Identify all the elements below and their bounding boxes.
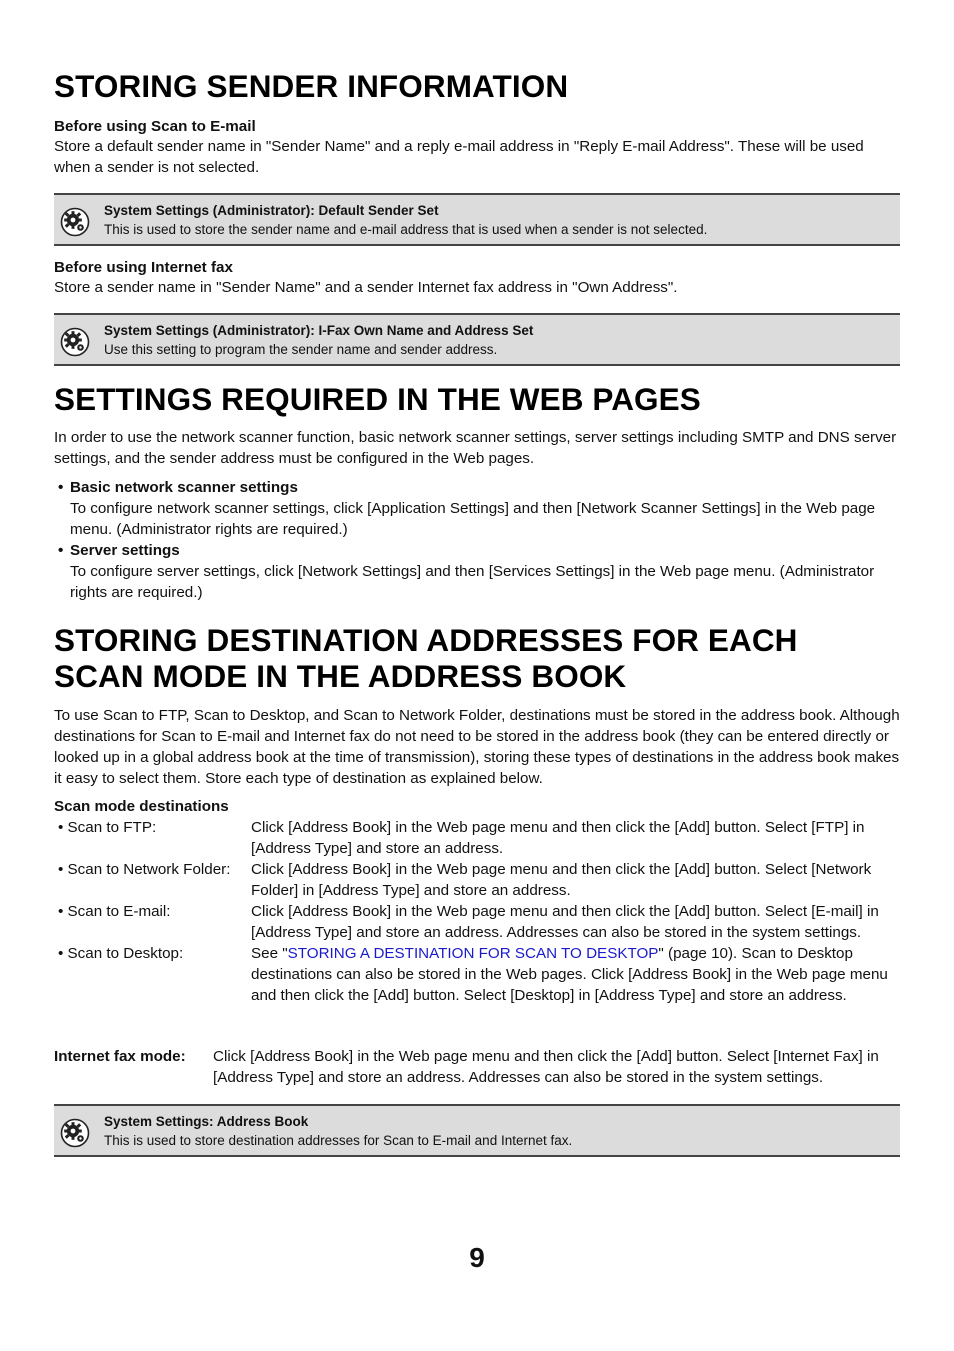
settings-box-description: This is used to store the sender name and e-mail address that is used when a sender is not selected. — [104, 222, 708, 237]
title-line: SCAN MODE IN THE ADDRESS BOOK — [54, 658, 627, 694]
list-item — [54, 540, 900, 603]
scan-email-text: Store a default sender name in "Sender Name" and a reply e-mail address in "Reply E-mail Address". These will be used when a sender is not selected. — [54, 138, 864, 176]
row-text: Click [Address Book] in the Web page menu and then click the [Add] button. Select [E-mail] in [Address Type] and store an address. Addresses can also be stored in the system settings. — [251, 903, 879, 941]
ifax-mode-label: Internet fax mode: — [54, 1048, 186, 1065]
section-title-address-book — [54, 622, 798, 694]
ifax-text: Store a sender name in "Sender Name" and a sender Internet fax address in "Own Address". — [54, 279, 678, 296]
section-title-storing-sender: STORING SENDER INFORMATION — [54, 68, 569, 104]
address-book-intro: To use Scan to FTP, Scan to Desktop, and Scan to Network Folder, destinations must be stored in the address book. Although destinations for Scan to E-mail and Internet fax do not need to be stored in the address book (they can be entered directly or looked up in a global address book at the time of transmission), storing these types of destinations in the address book makes it easy to select them. Store each type of destination as explained below. — [54, 707, 900, 787]
settings-box-title: System Settings (Administrator): I-Fax Own Name and Address Set — [104, 323, 534, 338]
row-label: • Scan to E-mail: — [58, 903, 171, 920]
list-item-label: • Server settings — [70, 540, 900, 561]
gear-icon — [60, 207, 90, 237]
scan-mode-table — [54, 817, 900, 1006]
settings-box-title: System Settings: Address Book — [104, 1114, 309, 1129]
list-item-label: • Basic network scanner settings — [70, 477, 900, 498]
web-settings-list — [54, 477, 900, 603]
table-row — [54, 943, 900, 1006]
table-row — [54, 859, 900, 901]
page-number: 9 — [469, 1242, 485, 1273]
gear-icon — [60, 1118, 90, 1148]
text-fragment: " (page 10). Scan to Desktop destinations can also be stored in the Web pages. Click [Address Book] in the Web page menu and then click the [Add] button. Select [Desktop] in [Address Type] and store an address. — [251, 945, 888, 1004]
table-row — [54, 901, 900, 943]
section-title-web-pages: SETTINGS REQUIRED IN THE WEB PAGES — [54, 381, 701, 417]
text-fragment: See " — [251, 945, 288, 962]
settings-box-default-sender — [54, 193, 900, 246]
ifax-heading: Before using Internet fax — [54, 259, 233, 276]
row-text: Click [Address Book] in the Web page menu and then click the [Add] button. Select [FTP] in [Address Type] and store an address. — [251, 819, 865, 857]
row-label: • Scan to FTP: — [58, 819, 157, 836]
row-label: • Scan to Network Folder: — [58, 861, 231, 878]
ifax-mode-text: Click [Address Book] in the Web page menu and then click the [Add] button. Select [Internet Fax] in [Address Type] and store an address. Addresses can also be stored in the system settings. — [213, 1048, 879, 1086]
ifax-mode-row — [54, 1046, 900, 1088]
settings-box-description: Use this setting to program the sender name and sender address. — [104, 342, 498, 357]
row-text — [251, 943, 900, 1006]
row-label: • Scan to Desktop: — [58, 945, 184, 962]
web-pages-intro: In order to use the network scanner function, basic network scanner settings, server settings including SMTP and DNS server settings, and the sender address must be configured in the Web pages. — [54, 429, 897, 467]
title-line: STORING DESTINATION ADDRESSES FOR EACH — [54, 622, 798, 658]
desktop-destination-link[interactable]: STORING A DESTINATION FOR SCAN TO DESKTOP — [287, 945, 659, 962]
settings-box-ifax-own-name — [54, 313, 900, 366]
list-item — [54, 477, 900, 540]
settings-box-description: This is used to store destination addresses for Scan to E-mail and Internet fax. — [104, 1133, 573, 1148]
row-text: Click [Address Book] in the Web page menu and then click the [Add] button. Select [Network Folder] in [Address Type] and store an address. — [251, 861, 872, 899]
list-item-text: To configure server settings, click [Network Settings] and then [Services Settings] in the Web page menu. (Administrator rights are required.) — [70, 563, 875, 601]
table-row — [54, 817, 900, 859]
scan-email-heading: Before using Scan to E-mail — [54, 118, 256, 135]
scan-mode-heading: Scan mode destinations — [54, 798, 229, 815]
list-item-text: To configure network scanner settings, click [Application Settings] and then [Network Scanner Settings] in the Web page menu. (Administrator rights are required.) — [70, 500, 876, 538]
gear-icon — [60, 327, 90, 357]
settings-box-address-book — [54, 1104, 900, 1157]
settings-box-title: System Settings (Administrator): Default Sender Set — [104, 203, 439, 218]
